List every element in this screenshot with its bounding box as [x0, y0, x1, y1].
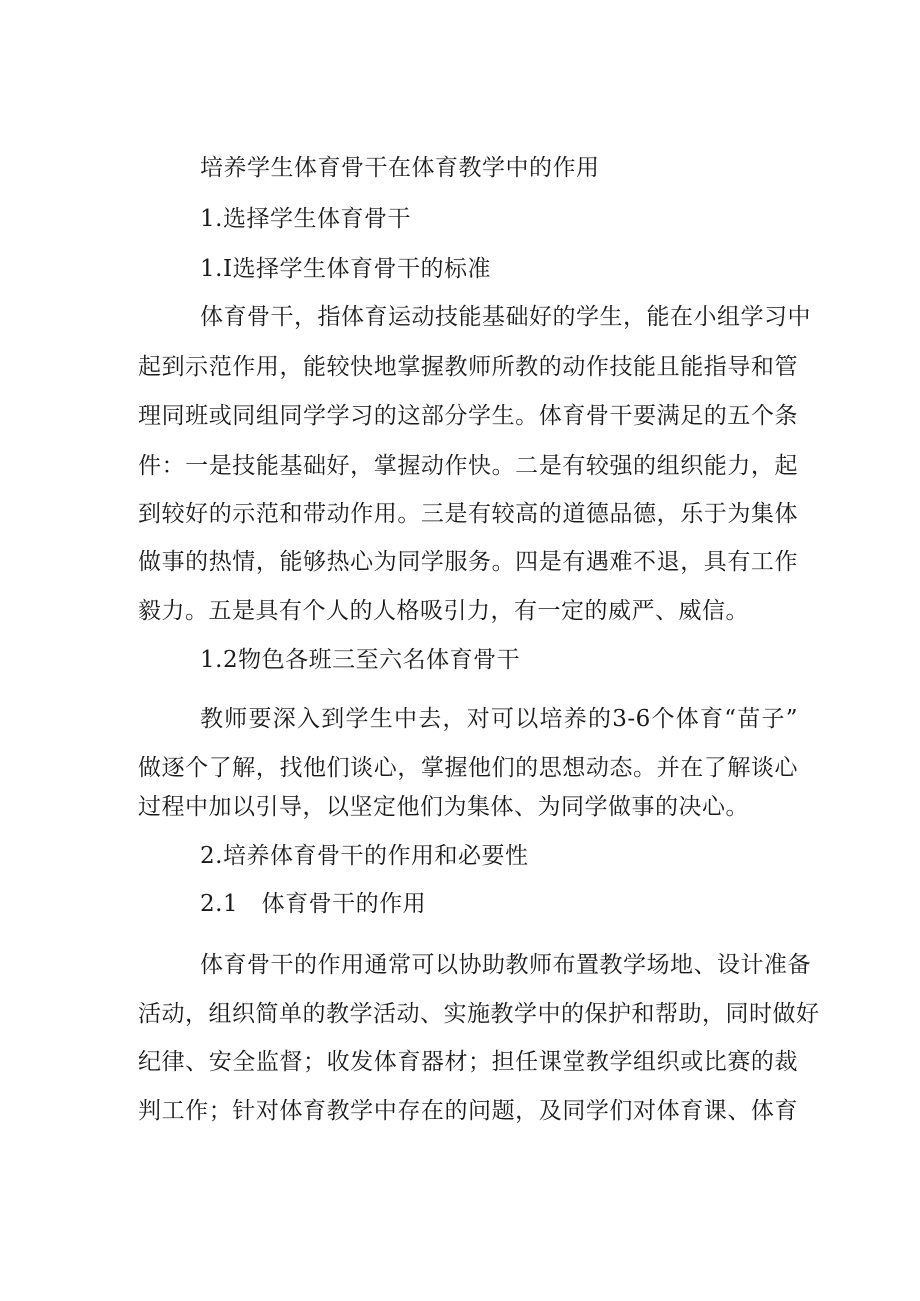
paragraph-line: 件：一是技能基础好，掌握动作快。二是有较强的组织能力，起 — [138, 453, 798, 479]
paragraph-line: 纪律、安全监督；收发体育器材；担任课堂教学组织或比赛的裁 — [138, 1049, 798, 1075]
section-heading-1: 1.选择学生体育骨干 — [200, 206, 411, 232]
paragraph-line: 体育骨干，指体育运动技能基础好的学生，能在小组学习中 — [200, 304, 811, 330]
section-heading-2: 2.培养体育骨干的作用和必要性 — [200, 843, 529, 869]
paragraph-line: 过程中加以引导，以坚定他们为集体、为同学做事的决心。 — [138, 794, 749, 820]
paragraph-line: 毅力。五是具有个人的人格吸引力，有一定的威严、威信。 — [138, 598, 749, 624]
paragraph-line: 活动，组织简单的教学活动、实施教学中的保护和帮助，同时做好 — [138, 1001, 820, 1027]
paragraph-line: 体育骨干的作用通常可以协助教师布置教学场地、设计准备 — [200, 952, 811, 978]
paragraph-line: 教师要深入到学生中去，对可以培养的3-6个体育“苗子” — [200, 706, 798, 732]
paragraph-line: 判工作；针对体育教学中存在的问题，及同学们对体育课、体育 — [138, 1098, 798, 1124]
paragraph-line: 做逐个了解，找他们谈心，掌握他们的思想动态。并在了解谈心 — [138, 755, 798, 781]
section-heading-1-2: 1.2物色各班三至六名体育骨干 — [200, 647, 521, 673]
paragraph-line: 到较好的示范和带动作用。三是有较高的道德品德，乐于为集体 — [138, 501, 798, 527]
paragraph-line: 做事的热情，能够热心为同学服务。四是有遇难不退，具有工作 — [138, 549, 798, 575]
document-title: 培养学生体育骨干在体育教学中的作用 — [200, 155, 600, 181]
section-heading-2-1: 2.1 体育骨干的作用 — [200, 891, 427, 917]
paragraph-line: 理同班或同组同学学习的这部分学生。体育骨干要满足的五个条 — [138, 403, 798, 429]
paragraph-line: 起到示范作用，能较快地掌握教师所教的动作技能且能指导和管 — [138, 354, 798, 380]
section-heading-1-1: 1.I选择学生体育骨干的标准 — [200, 256, 492, 282]
